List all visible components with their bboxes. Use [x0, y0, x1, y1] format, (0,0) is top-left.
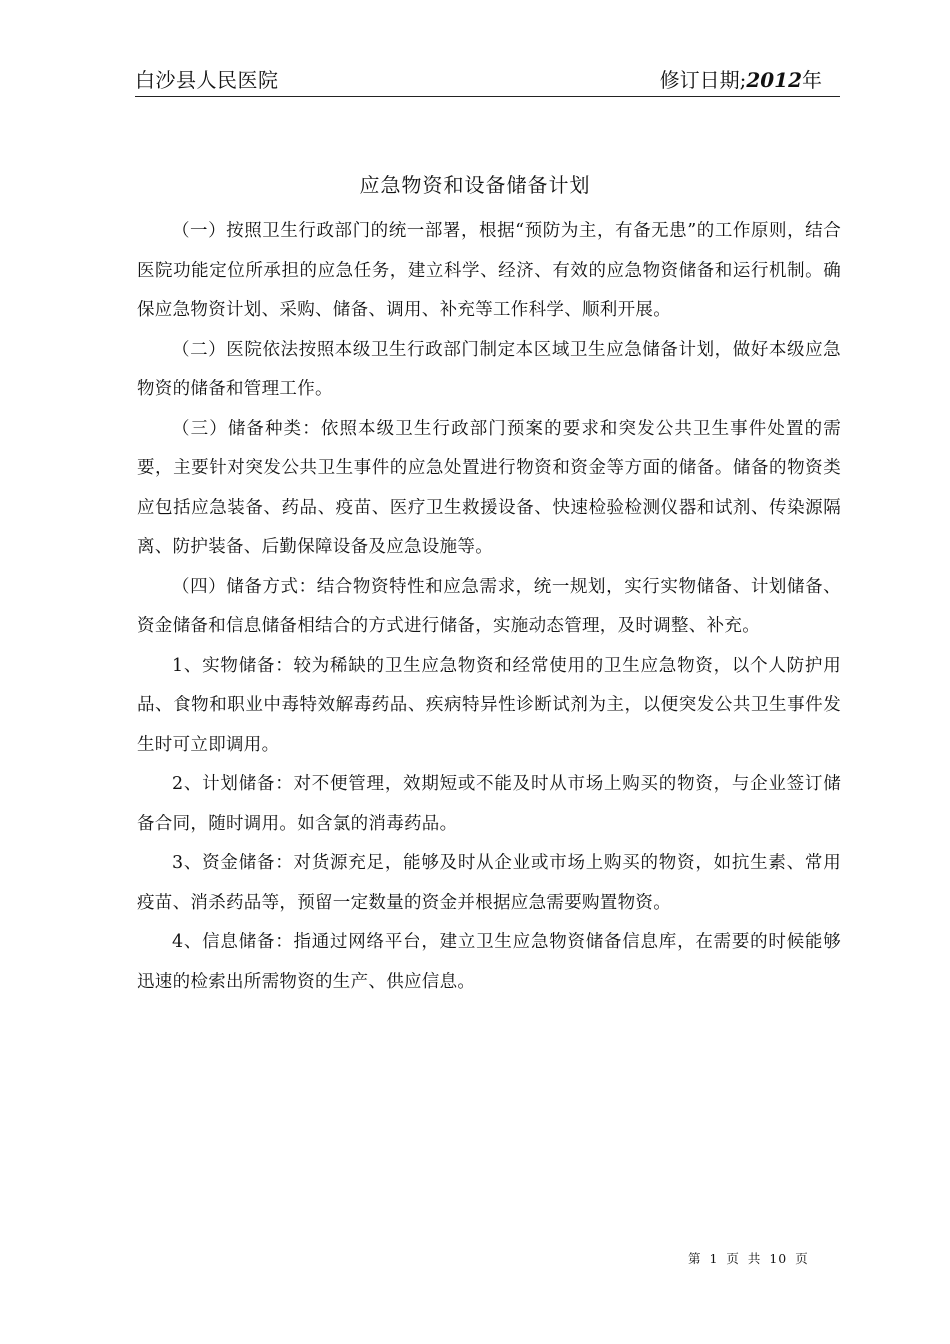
paragraph-physical-reserve: 1、实物储备：较为稀缺的卫生应急物资和经常使用的卫生应急物资，以个人防护用品、食物和职业中毒特效解毒药品、疾病特异性诊断试剂为主，以便突发公共卫生事件发生时可立即调用。 [137, 655, 841, 755]
document-body [137, 212, 841, 1002]
revision-label: 修订日期 [659, 68, 740, 92]
page-number: 第 1 页 共 10 页 [688, 1251, 809, 1266]
hospital-name: 白沙县人民医院 [135, 68, 279, 92]
revision-separator: ; [739, 68, 747, 92]
revision-year: 2012 [746, 68, 802, 92]
paragraph-fund-reserve: 3、资金储备：对货源充足，能够及时从企业或市场上购买的物资，如抗生素、常用疫苗、消杀药品等，预留一定数量的资金并根据应急需要购置物资。 [137, 853, 841, 913]
paragraph-section-2: （二）医院依法按照本级卫生行政部门制定本区域卫生应急储备计划，做好本级应急物资的储备和管理工作。 [137, 339, 841, 399]
document-title: 应急物资和设备储备计划 [359, 173, 591, 197]
paragraph-planned-reserve: 2、计划储备：对不便管理，效期短或不能及时从市场上购买的物资，与企业签订储备合同，随时调用。如含氯的消毒药品。 [137, 774, 841, 834]
paragraph-section-1: （一）按照卫生行政部门的统一部署，根据“预防为主，有备无患”的工作原则，结合医院功能定位所承担的应急任务，建立科学、经济、有效的应急物资储备和运行机制。确保应急物资计划、采购、储备、调用、补充等工作科学、顺利开展。 [137, 221, 841, 320]
paragraph-section-4: （四）储备方式：结合物资特性和应急需求，统一规划，实行实物储备、计划储备、资金储备和信息储备相结合的方式进行储备，实施动态管理，及时调整、补充。 [137, 576, 841, 636]
paragraph-section-3: （三）储备种类：依照本级卫生行政部门预案的要求和突发公共卫生事件处置的需要，主要针对突发公共卫生事件的应急处置进行物资和资金等方面的储备。储备的物资类应包括应急装备、药品、疫苗、医疗卫生救援设备、快速检验检测仪器和试剂、传染源隔离、防护装备、后勤保障设备及应急设施等。 [137, 418, 841, 557]
paragraph-information-reserve: 4、信息储备：指通过网络平台，建立卫生应急物资储备信息库，在需要的时候能够迅速的检索出所需物资的生产、供应信息。 [137, 932, 841, 992]
revision-date [660, 64, 822, 93]
revision-year-suffix: 年 [802, 68, 822, 92]
page-header [135, 62, 840, 97]
